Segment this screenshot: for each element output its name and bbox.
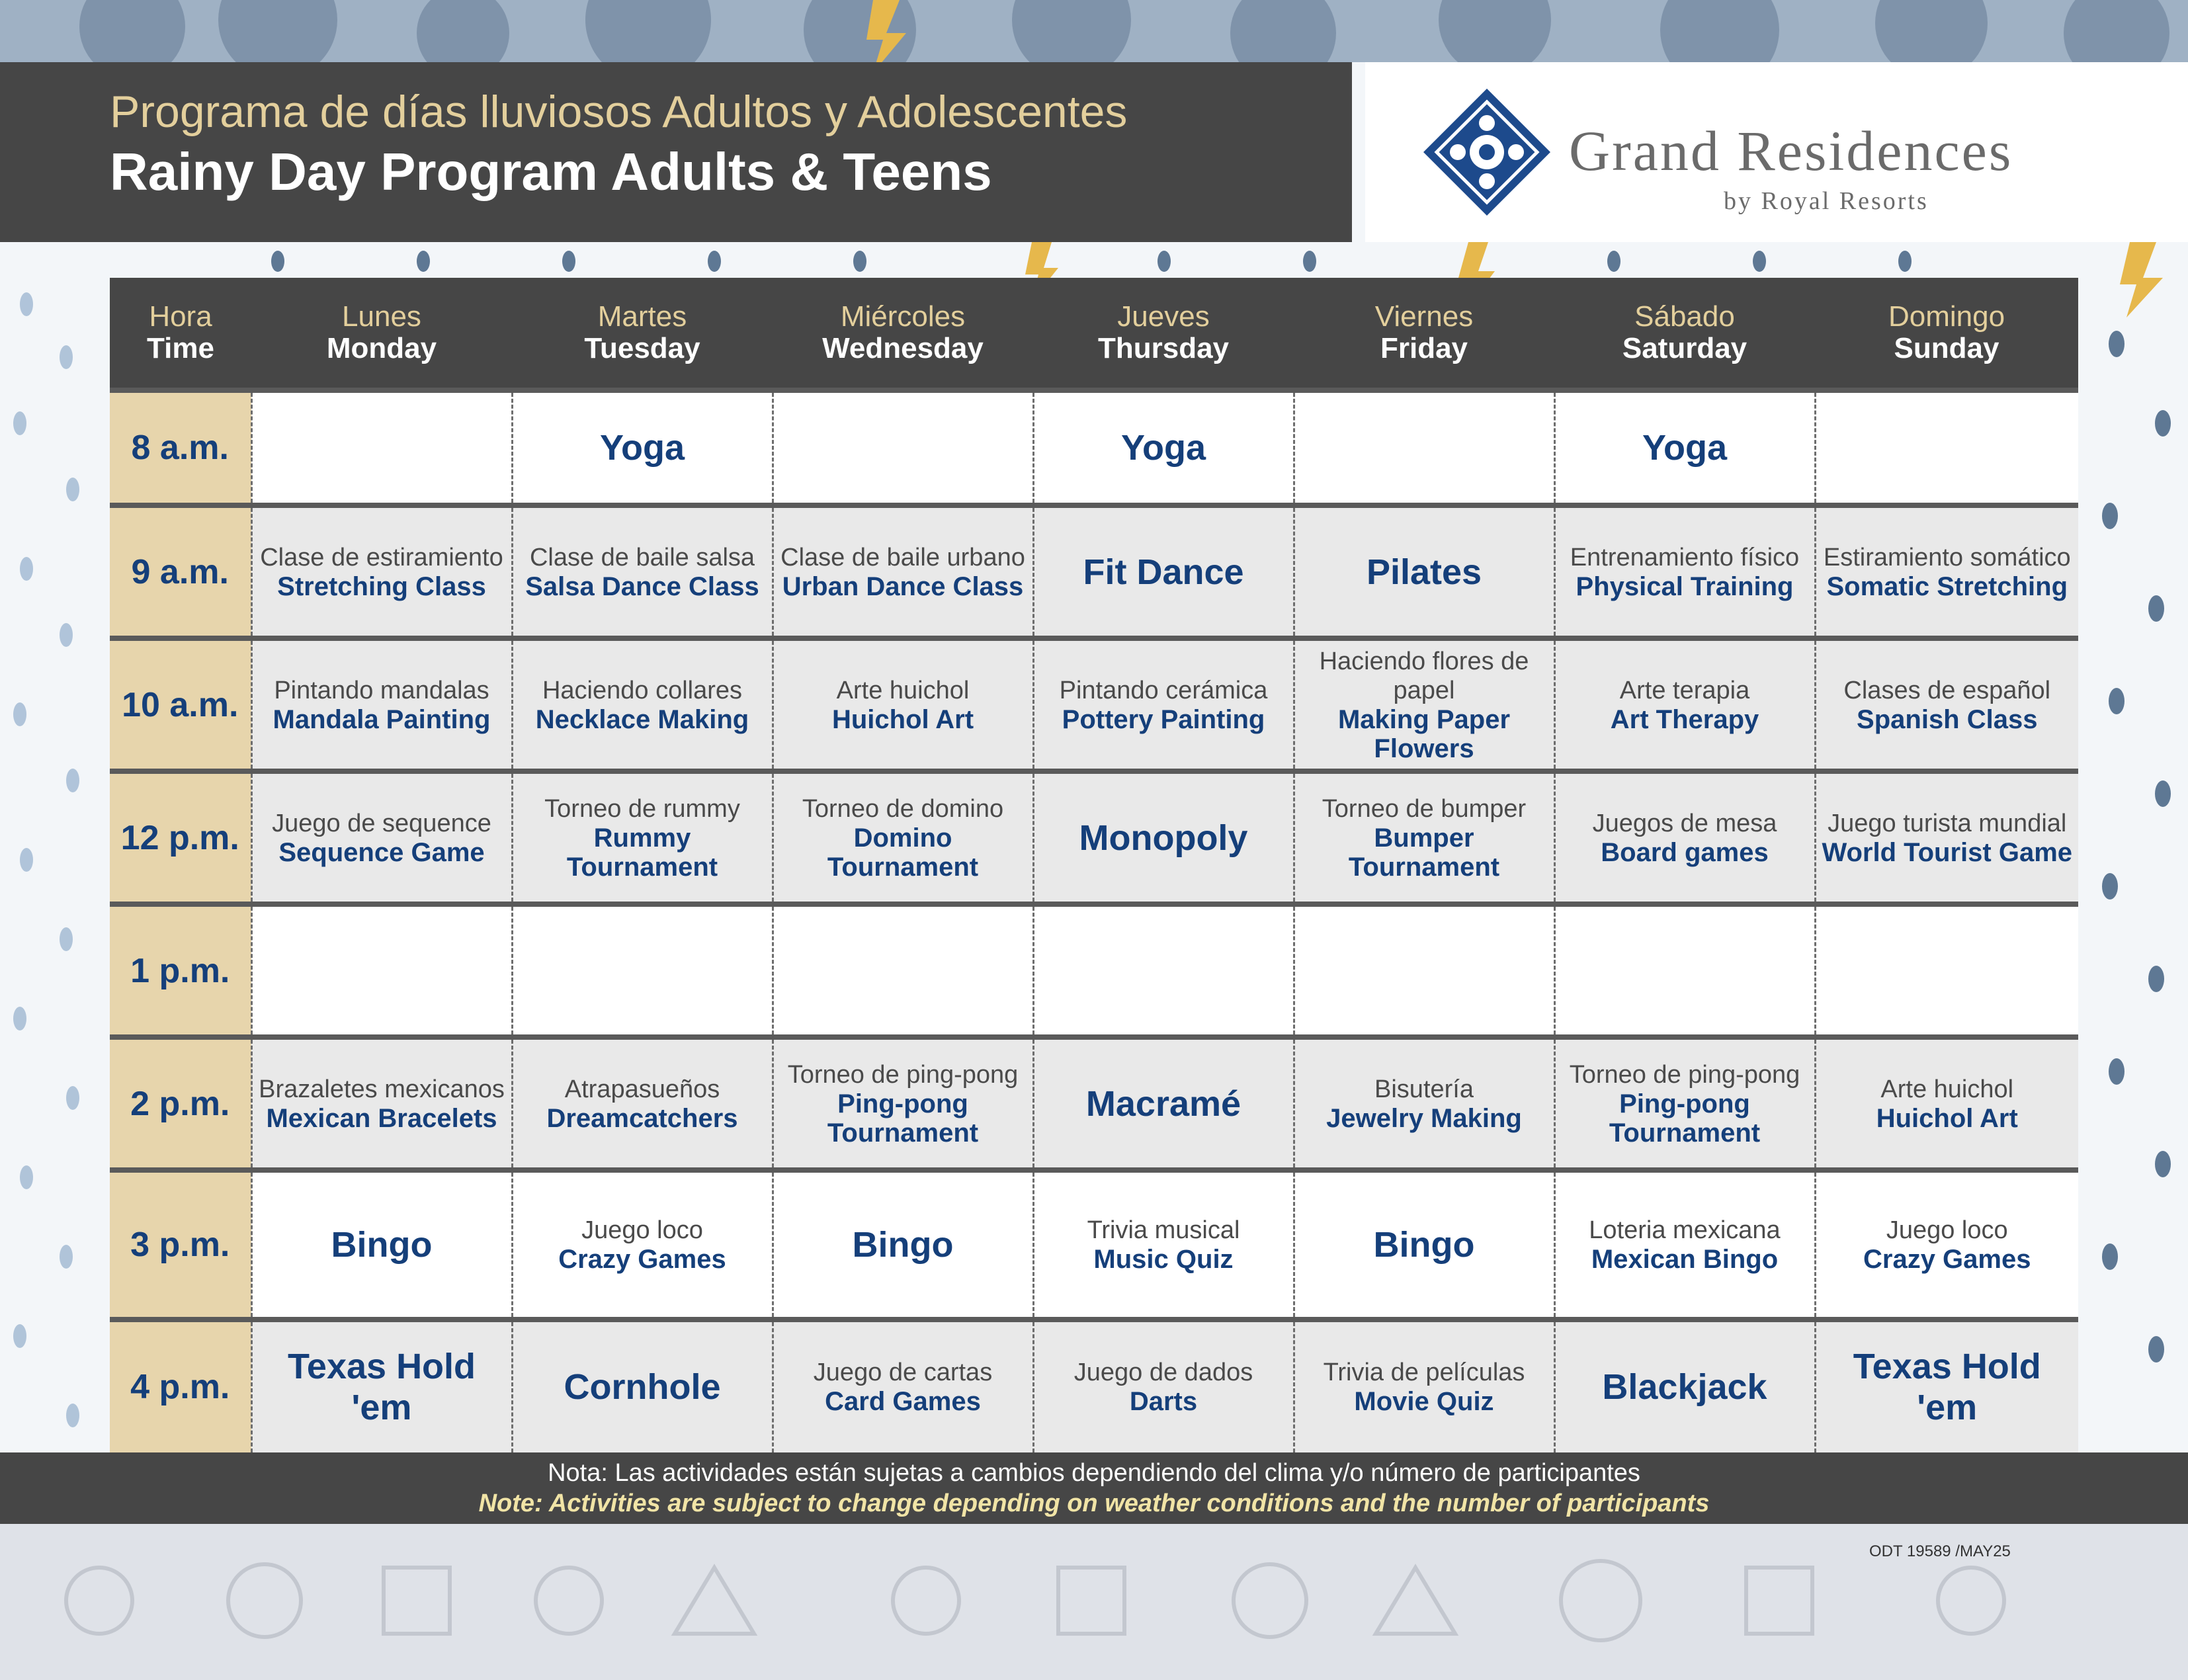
activity-name-spanish: Juego loco	[1886, 1216, 2008, 1245]
activity-name-spanish: Juego de cartas	[813, 1359, 993, 1387]
activity-cell-tuesday	[512, 638, 773, 771]
activity-name-spanish: Torneo de domino	[802, 794, 1004, 823]
activity-name-english: Dreamcatchers	[546, 1103, 738, 1133]
activity-cell-friday	[1294, 505, 1554, 638]
activity-name-spanish: Clase de estiramiento	[260, 543, 503, 571]
activity-cell-thursday	[1033, 1037, 1294, 1170]
activity-cell-monday	[251, 904, 512, 1037]
activity-cell-monday	[251, 390, 512, 505]
schedule-row	[110, 505, 2078, 638]
activity-name-spanish: Pintando mandalas	[274, 676, 489, 704]
activity-name-english: Jewelry Making	[1326, 1103, 1522, 1133]
activity-name-spanish: Haciendo flores de papel	[1319, 647, 1529, 704]
activity-name: Blackjack	[1602, 1367, 1767, 1407]
column-header-sunday: Domingo Sunday	[1815, 278, 2078, 390]
time-cell: 10 a.m.	[110, 638, 251, 771]
activity-cell-friday	[1294, 904, 1554, 1037]
activity-name-spanish: Torneo de ping-pong	[787, 1060, 1019, 1089]
activity-name-spanish: Juego loco	[581, 1216, 703, 1245]
activity-cell-monday	[251, 638, 512, 771]
time-cell: 4 p.m.	[110, 1320, 251, 1452]
activity-cell-sunday	[1815, 390, 2078, 505]
activity-name-english: Spanish Class	[1857, 704, 2038, 734]
activity-name: Monopoly	[1079, 818, 1248, 858]
activity-cell-tuesday	[512, 1037, 773, 1170]
activity-name-spanish: Torneo de bumper	[1322, 794, 1527, 823]
activity-name-english: Mexican Bracelets	[266, 1103, 497, 1133]
activity-cell-monday	[251, 1170, 512, 1320]
activity-cell-monday	[251, 505, 512, 638]
time-cell: 12 p.m.	[110, 771, 251, 904]
activity-name: Cornhole	[564, 1367, 721, 1407]
activity-cell-monday	[251, 771, 512, 904]
activity-cell-wednesday	[773, 390, 1033, 505]
brand-name: Grand Residences	[1569, 119, 2013, 183]
activity-name-spanish: Clases de español	[1843, 676, 2051, 704]
activity-name-spanish: Juego turista mundial	[1828, 809, 2067, 837]
activity-name-english: Necklace Making	[535, 704, 749, 734]
note-english: Note: Activities are subject to change depending on weather conditions and the number of participants	[478, 1490, 1710, 1517]
activity-cell-sunday	[1815, 771, 2078, 904]
activity-name: Macramé	[1085, 1083, 1241, 1124]
activity-name-english: Huichol Art	[831, 704, 974, 734]
activity-name-english: Urban Dance Class	[782, 571, 1024, 601]
activity-cell-thursday	[1033, 1170, 1294, 1320]
activity-name-english: Stretching Class	[277, 571, 486, 601]
schedule-row	[110, 904, 2078, 1037]
activity-cell-sunday	[1815, 505, 2078, 638]
activity-cell-friday	[1294, 771, 1554, 904]
schedule-row	[110, 390, 2078, 505]
page-title-spanish: Programa de días lluviosos Adultos y Adolescentes	[110, 87, 1128, 137]
activity-cell-wednesday	[773, 505, 1033, 638]
activity-cell-tuesday	[512, 505, 773, 638]
activity-cell-thursday	[1033, 771, 1294, 904]
schedule-row	[110, 638, 2078, 771]
activity-name-spanish: Arte huichol	[1880, 1075, 2014, 1103]
activity-name-english: Domino Tournament	[827, 823, 979, 882]
activity-cell-saturday	[1554, 1170, 1815, 1320]
activity-name: Pilates	[1366, 552, 1482, 592]
activity-cell-thursday	[1033, 1320, 1294, 1452]
activity-name-english: Card Games	[825, 1387, 981, 1417]
column-header-time: Hora Time	[110, 278, 251, 390]
activity-name: Bingo	[852, 1225, 954, 1265]
activity-cell-sunday	[1815, 1320, 2078, 1452]
activity-name-spanish: Torneo de ping-pong	[1569, 1060, 1800, 1089]
column-header-saturday: Sábado Saturday	[1554, 278, 1815, 390]
activity-cell-sunday	[1815, 638, 2078, 771]
activity-cell-thursday	[1033, 904, 1294, 1037]
activity-name-english: Salsa Dance Class	[525, 571, 759, 601]
activity-cell-thursday	[1033, 390, 1294, 505]
activity-name-english: Making Paper Flowers	[1337, 704, 1511, 763]
activity-name-english: Huichol Art	[1876, 1103, 2018, 1133]
activity-name: Yoga	[1642, 428, 1727, 468]
activity-name-spanish: Estiramiento somático	[1823, 543, 2071, 571]
schedule-row	[110, 1037, 2078, 1170]
time-cell: 9 a.m.	[110, 505, 251, 638]
activity-cell-saturday	[1554, 1037, 1815, 1170]
activity-cell-wednesday	[773, 1037, 1033, 1170]
activity-name-english: Rummy Tournament	[566, 823, 718, 882]
activity-cell-saturday	[1554, 1320, 1815, 1452]
activity-cell-sunday	[1815, 1170, 2078, 1320]
activity-name-english: Sequence Game	[278, 837, 485, 867]
activity-name-spanish: Pintando cerámica	[1059, 676, 1268, 704]
activity-name-english: Mexican Bingo	[1591, 1245, 1779, 1275]
activity-cell-saturday	[1554, 771, 1815, 904]
note-bar	[0, 1452, 2188, 1524]
activity-name-spanish: Torneo de rummy	[544, 794, 740, 823]
activity-cell-tuesday	[512, 904, 773, 1037]
document-code: ODT 19589 /MAY25	[1869, 1542, 2011, 1560]
activity-cell-monday	[251, 1037, 512, 1170]
activity-name-spanish: Entrenamiento físico	[1570, 543, 1800, 571]
activity-name-spanish: Atrapasueños	[564, 1075, 720, 1103]
activity-name-english: Art Therapy	[1610, 704, 1759, 734]
activity-name: Fit Dance	[1083, 552, 1244, 592]
activity-name-spanish: Clase de baile salsa	[529, 543, 755, 571]
activity-name-english: Somatic Stretching	[1826, 571, 2068, 601]
activity-cell-thursday	[1033, 638, 1294, 771]
activity-cell-tuesday	[512, 771, 773, 904]
activity-cell-tuesday	[512, 1320, 773, 1452]
activity-cell-wednesday	[773, 904, 1033, 1037]
header-row	[110, 278, 2078, 390]
activity-name-english: Ping-pong Tournament	[827, 1089, 979, 1148]
activity-name-spanish: Bisutería	[1374, 1075, 1474, 1103]
activity-cell-saturday	[1554, 904, 1815, 1037]
activity-name-english: Pottery Painting	[1062, 704, 1265, 734]
schedule-row	[110, 771, 2078, 904]
activity-cell-friday	[1294, 1320, 1554, 1452]
activity-cell-wednesday	[773, 1320, 1033, 1452]
page-title: Rainy Day Program Adults & Teens	[110, 142, 992, 201]
activity-name-spanish: Trivia musical	[1087, 1216, 1240, 1245]
activity-name: Bingo	[331, 1225, 433, 1265]
column-header-tuesday: Martes Tuesday	[512, 278, 773, 390]
activity-name: Texas Hold 'em	[287, 1347, 476, 1428]
activity-name-english: Bumper Tournament	[1348, 823, 1500, 882]
column-header-wednesday: Miércoles Wednesday	[773, 278, 1033, 390]
activity-cell-tuesday	[512, 390, 773, 505]
column-header-monday: Lunes Monday	[251, 278, 512, 390]
brand-subtitle: by Royal Resorts	[1724, 187, 1929, 215]
activity-cell-wednesday	[773, 638, 1033, 771]
activity-cell-tuesday	[512, 1170, 773, 1320]
activity-name: Bingo	[1373, 1225, 1475, 1265]
activity-cell-friday	[1294, 1170, 1554, 1320]
time-cell: 8 a.m.	[110, 390, 251, 505]
activity-name: Yoga	[1120, 428, 1206, 468]
schedule-table	[110, 278, 2078, 1452]
activity-cell-friday	[1294, 1037, 1554, 1170]
activity-cell-saturday	[1554, 505, 1815, 638]
diamond-ornament-icon	[1421, 86, 1553, 218]
activity-name-spanish: Juego de dados	[1073, 1359, 1253, 1387]
activity-name-spanish: Juegos de mesa	[1592, 809, 1777, 837]
column-header-thursday: Jueves Thursday	[1033, 278, 1294, 390]
activity-name-english: Ping-pong Tournament	[1609, 1089, 1761, 1148]
activity-name-spanish: Brazaletes mexicanos	[259, 1075, 505, 1103]
activity-name-english: Board games	[1601, 837, 1769, 867]
activity-name-spanish: Loteria mexicana	[1589, 1216, 1781, 1245]
time-cell: 1 p.m.	[110, 904, 251, 1037]
activity-cell-wednesday	[773, 771, 1033, 904]
activity-cell-friday	[1294, 390, 1554, 505]
activity-name: Yoga	[599, 428, 685, 468]
activity-name-english: Darts	[1129, 1387, 1198, 1417]
activity-cell-wednesday	[773, 1170, 1033, 1320]
activity-name-english: Crazy Games	[1863, 1245, 2031, 1275]
activity-name-english: World Tourist Game	[1822, 837, 2073, 867]
activity-name-spanish: Arte huichol	[836, 676, 970, 704]
activity-name-english: Physical Training	[1576, 571, 1794, 601]
activity-cell-sunday	[1815, 904, 2078, 1037]
note-spanish: Nota: Las actividades están sujetas a cambios dependiendo del clima y/o número de participantes	[548, 1459, 1640, 1487]
activity-cell-saturday	[1554, 390, 1815, 505]
activity-cell-friday	[1294, 638, 1554, 771]
schedule-row	[110, 1170, 2078, 1320]
time-cell: 2 p.m.	[110, 1037, 251, 1170]
activity-cell-thursday	[1033, 505, 1294, 638]
activity-name-english: Movie Quiz	[1354, 1387, 1494, 1417]
column-header-friday: Viernes Friday	[1294, 278, 1554, 390]
activity-cell-monday	[251, 1320, 512, 1452]
activity-name-spanish: Arte terapia	[1619, 676, 1750, 704]
activity-cell-saturday	[1554, 638, 1815, 771]
activity-cell-sunday	[1815, 1037, 2078, 1170]
activity-name: Texas Hold 'em	[1853, 1347, 2041, 1428]
schedule-row	[110, 1320, 2078, 1452]
activity-name-english: Music Quiz	[1093, 1245, 1234, 1275]
activity-name-spanish: Clase de baile urbano	[780, 543, 1025, 571]
activity-name-english: Crazy Games	[558, 1245, 726, 1275]
activity-name-english: Mandala Painting	[273, 704, 491, 734]
activity-name-spanish: Haciendo collares	[542, 676, 743, 704]
activity-name-spanish: Trivia de películas	[1323, 1359, 1525, 1387]
time-cell: 3 p.m.	[110, 1170, 251, 1320]
activity-name-spanish: Juego de sequence	[272, 809, 491, 837]
